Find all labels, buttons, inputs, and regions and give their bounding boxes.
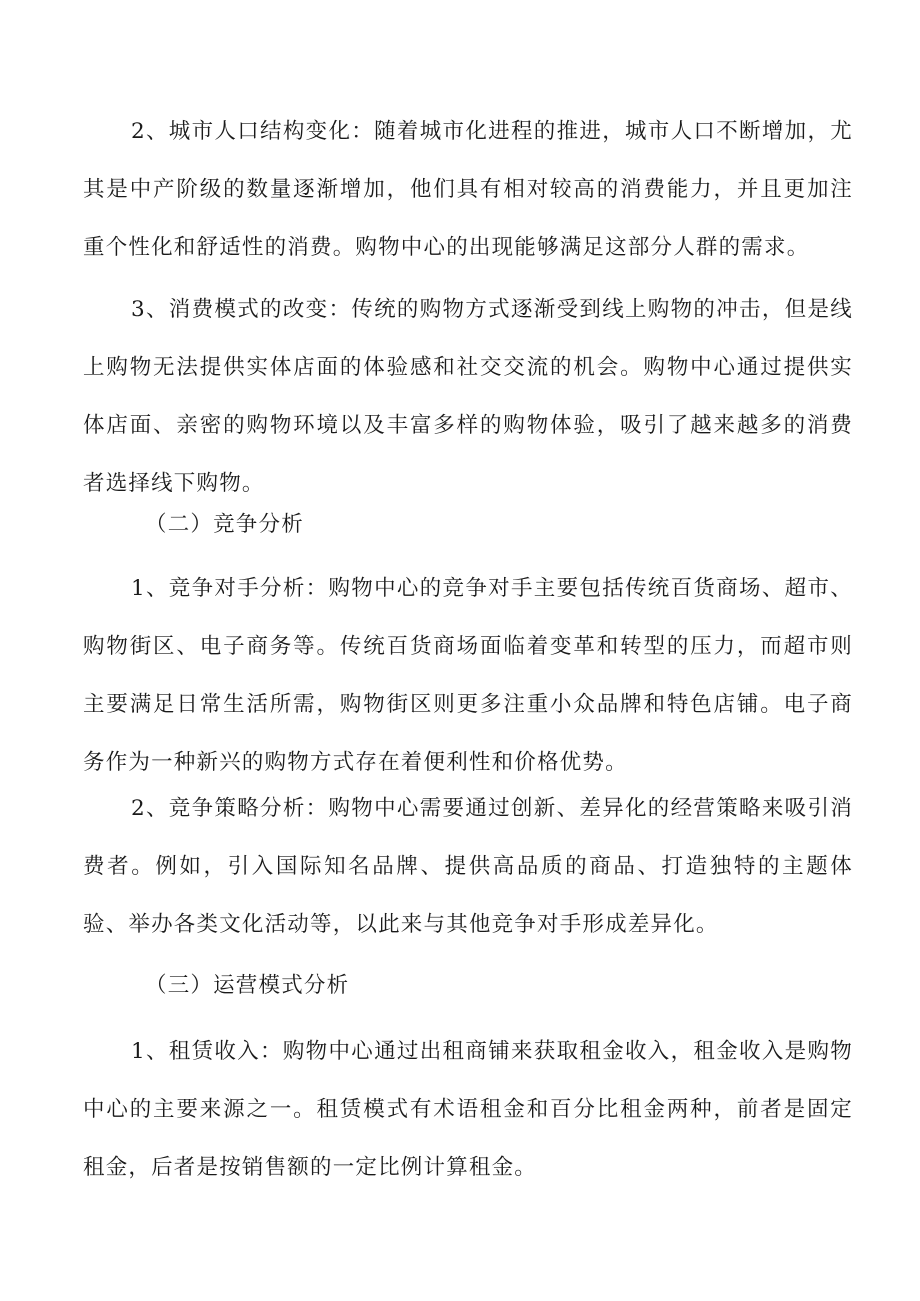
paragraph-competition-strategy: 2、竞争策略分析：购物中心需要通过创新、差异化的经营策略来吸引消费者。例如，引入国际知名品牌、提供高品质的商品、打造独特的主题体验、举办各类文化活动等，以此来与其他竞争对手形成差异化。 bbox=[83, 796, 853, 937]
paragraph-rental-income: 1、租赁收入：购物中心通过出租商铺来获取租金收入，租金收入是购物中心的主要来源之一。租赁模式有术语租金和百分比租金两种，前者是固定租金，后者是按销售额的一定比例计算租金。 bbox=[83, 1039, 853, 1180]
paragraph-competitor-analysis: 1、竞争对手分析：购物中心的竞争对手主要包括传统百货商场、超市、购物街区、电子商务等。传统百货商场面临着变革和转型的压力，而超市则主要满足日常生活所需，购物街区则更多注重小众品牌和特色店铺。电子商务作为一种新兴的购物方式存在着便利性和价格优势。 bbox=[83, 576, 853, 775]
paragraph-consumption-mode: 3、消费模式的改变：传统的购物方式逐渐受到线上购物的冲击，但是线上购物无法提供实体店面的体验感和社交交流的机会。购物中心通过提供实体店面、亲密的购物环境以及丰富多样的购物体验，吸引了越来越多的消费者选择线下购物。 bbox=[83, 297, 853, 496]
section-heading-operation: （三）运营模式分析 bbox=[145, 973, 350, 998]
section-heading-competition: （二）竞争分析 bbox=[145, 512, 304, 537]
paragraph-urban-population: 2、城市人口结构变化：随着城市化进程的推进，城市人口不断增加，尤其是中产阶级的数量逐渐增加，他们具有相对较高的消费能力，并且更加注重个性化和舒适性的消费。购物中心的出现能够满足这部分人群的需求。 bbox=[83, 119, 853, 260]
